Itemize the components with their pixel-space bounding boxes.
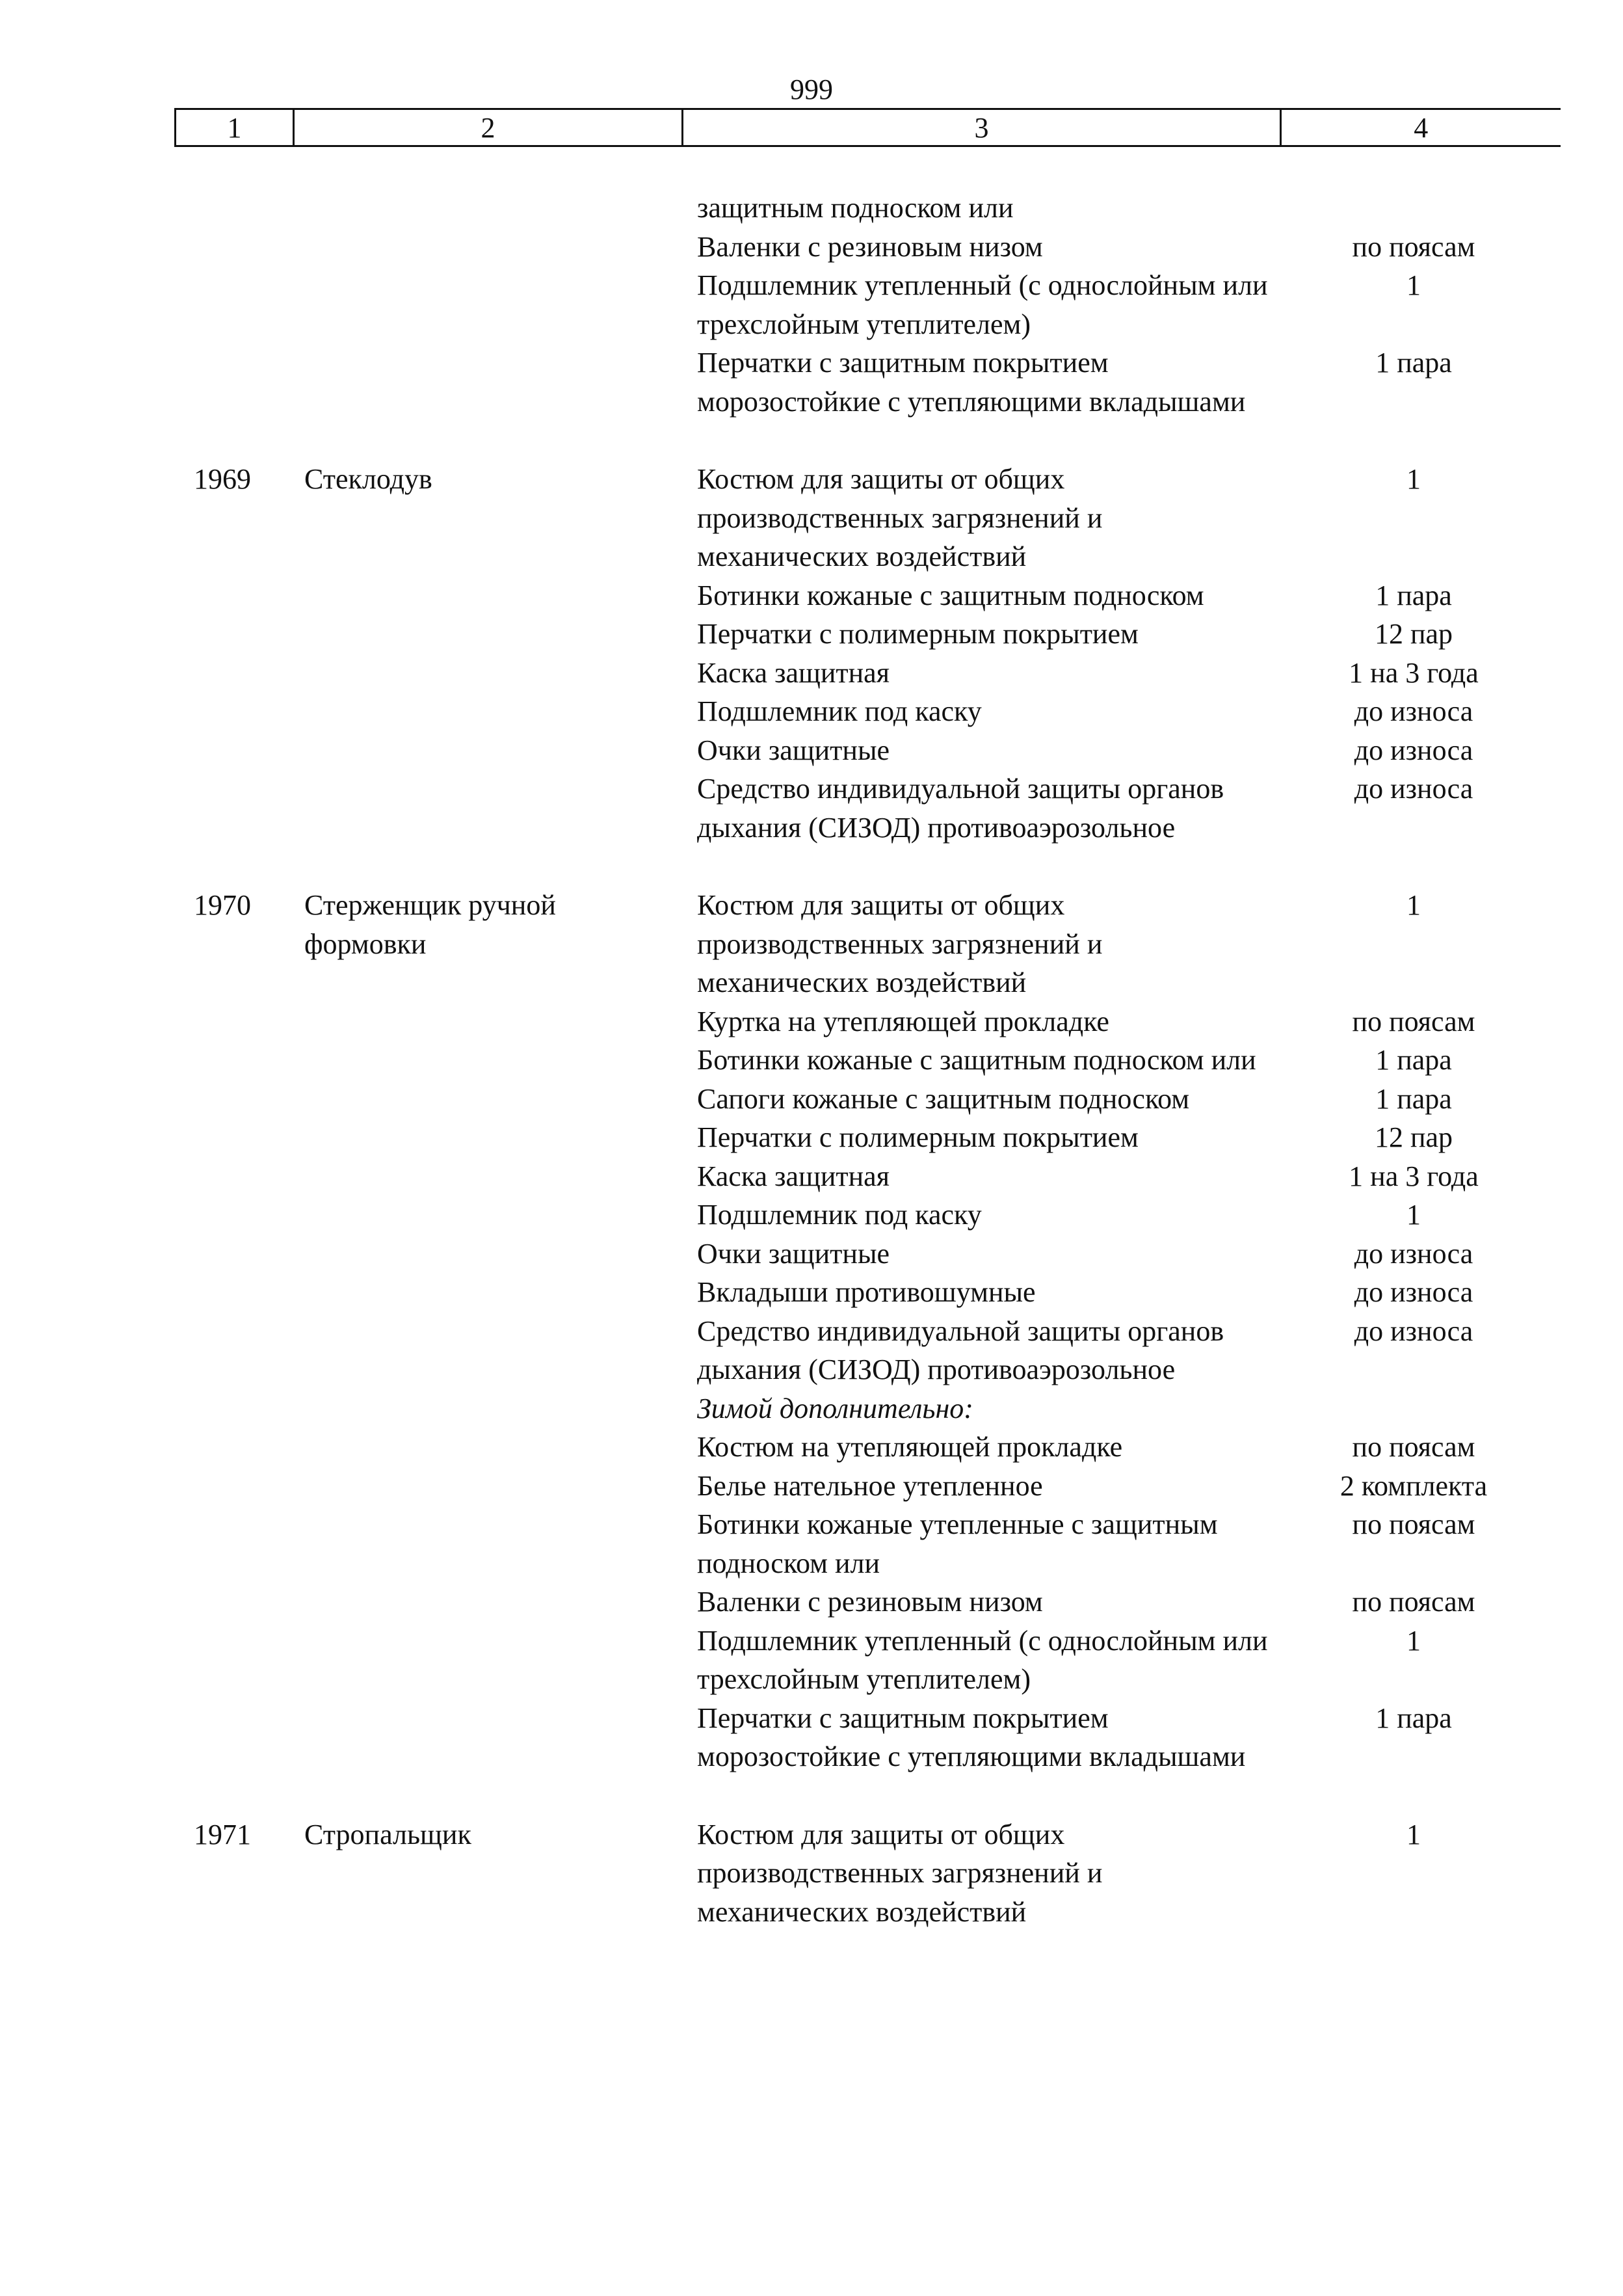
- ppe-item: Ботинки кожаные с защитным подноском: [697, 579, 1204, 611]
- ppe-item: Перчатки с защитным покрытием морозостойкие с утепляющими вкладышами: [697, 347, 1246, 418]
- column-header-3: 3: [683, 109, 1281, 146]
- row-number: [174, 1080, 293, 1119]
- ppe-item: Средство индивидуальной защиты органов дыхания (СИЗОД) противоаэрозольное: [697, 1315, 1224, 1385]
- table-row: [174, 1002, 1559, 1041]
- profession-name: [293, 1273, 683, 1312]
- profession-name: [293, 576, 683, 615]
- row-number: [174, 189, 293, 228]
- row-number: [174, 1622, 293, 1699]
- table-row: [174, 654, 1559, 693]
- winter-note: Зимой дополнительно:: [697, 1392, 973, 1424]
- table-row: [174, 460, 1559, 576]
- profession-name: [293, 692, 683, 731]
- table-row: [174, 1815, 1559, 1932]
- page-number: 999: [790, 73, 833, 105]
- row-number: [174, 1582, 293, 1622]
- table-row: [174, 1118, 1559, 1157]
- issue-norm: 1 пара: [1375, 1044, 1452, 1076]
- profession-name: [293, 1389, 683, 1428]
- table-row: [174, 769, 1559, 847]
- row-number: [174, 1699, 293, 1776]
- issue-norm: по поясам: [1352, 1508, 1475, 1540]
- profession-name: [293, 189, 683, 228]
- issue-norm: 1: [1406, 269, 1421, 301]
- ppe-item: Ботинки кожаные утепленные с защитным подноском или: [697, 1508, 1218, 1579]
- ppe-item: Валенки с резиновым низом: [697, 230, 1043, 263]
- row-number: [174, 1273, 293, 1312]
- row-number: [174, 1467, 293, 1506]
- group-spacer: [174, 421, 1559, 460]
- row-number: [174, 1428, 293, 1467]
- issue-norm: 1 пара: [1375, 579, 1452, 611]
- issue-norm: до износа: [1354, 1315, 1473, 1347]
- issue-norm: 1 на 3 года: [1349, 1160, 1479, 1192]
- issue-norm: 1: [1406, 1199, 1421, 1231]
- profession-name: [293, 731, 683, 770]
- ppe-item: Перчатки с защитным покрытием морозостойкие с утепляющими вкладышами: [697, 1702, 1246, 1772]
- issue-norm: 1: [1406, 889, 1421, 921]
- row-number: [174, 1041, 293, 1080]
- table-row: [174, 1041, 1559, 1080]
- ppe-item: Подшлемник утепленный (с однослойным или трехслойным утеплителем): [697, 1624, 1268, 1695]
- issue-norm: 12 пар: [1374, 618, 1453, 650]
- ppe-item: Подшлемник под каску: [697, 1199, 982, 1231]
- table-row: [174, 343, 1559, 421]
- profession-name: [293, 1080, 683, 1119]
- table-row: [174, 1582, 1559, 1622]
- table-row: [174, 576, 1559, 615]
- table-row: [174, 886, 1559, 1002]
- profession-name: Стропальщик: [304, 1818, 471, 1850]
- profession-name: Стерженщик ручной формовки: [304, 889, 556, 960]
- row-number: [174, 1195, 293, 1235]
- table-row: [174, 1273, 1559, 1312]
- issue-norm: по поясам: [1352, 1005, 1475, 1037]
- row-number: [174, 731, 293, 770]
- issue-norm: 1 пара: [1375, 1702, 1452, 1734]
- row-number: [174, 1235, 293, 1274]
- issue-norm: 2 комплекта: [1339, 1469, 1488, 1502]
- table-row: [174, 1389, 1559, 1428]
- ppe-item: Подшлемник под каску: [697, 695, 982, 727]
- row-number: [174, 615, 293, 654]
- row-number: [174, 228, 293, 267]
- table-row: [174, 266, 1559, 343]
- issue-norm: до износа: [1354, 695, 1473, 727]
- ppe-item: Ботинки кожаные с защитным подноском или: [697, 1044, 1256, 1076]
- table-row: [174, 228, 1559, 267]
- table-row: [174, 1157, 1559, 1196]
- issue-norm: [1268, 189, 1559, 228]
- profession-name: [293, 1235, 683, 1274]
- issue-norm: 12 пар: [1374, 1121, 1453, 1153]
- row-number: [174, 692, 293, 731]
- table-row: [174, 1622, 1559, 1699]
- group-spacer: [174, 847, 1559, 886]
- row-number: [174, 1157, 293, 1196]
- profession-name: [293, 1118, 683, 1157]
- ppe-item: Костюм для защиты от общих производственных загрязнений и механических воздействий: [697, 1818, 1103, 1928]
- ppe-norms-table: [174, 189, 1559, 1931]
- table-row: [174, 1428, 1559, 1467]
- row-number: [174, 769, 293, 847]
- profession-name: [293, 1467, 683, 1506]
- issue-norm: до износа: [1354, 1276, 1473, 1308]
- row-number: 1969: [194, 463, 251, 495]
- profession-name: [293, 1428, 683, 1467]
- issue-norm: [1268, 1389, 1559, 1428]
- issue-norm: 1: [1406, 1624, 1421, 1657]
- row-number: [174, 576, 293, 615]
- table-row: [174, 692, 1559, 731]
- row-number: [174, 654, 293, 693]
- group-spacer: [174, 1776, 1559, 1815]
- profession-name: [293, 228, 683, 267]
- profession-name: [293, 1157, 683, 1196]
- ppe-item: Перчатки с полимерным покрытием: [697, 618, 1139, 650]
- column-header-2: 2: [294, 109, 683, 146]
- row-number: [174, 343, 293, 421]
- profession-name: [293, 1312, 683, 1389]
- profession-name: [293, 769, 683, 847]
- ppe-item: Подшлемник утепленный (с однослойным или трехслойным утеплителем): [697, 269, 1268, 340]
- row-number: 1971: [194, 1818, 251, 1850]
- issue-norm: 1: [1406, 463, 1421, 495]
- table-row: [174, 1312, 1559, 1389]
- ppe-item: Перчатки с полимерным покрытием: [697, 1121, 1139, 1153]
- column-header-row: [174, 108, 1561, 147]
- ppe-item: Костюм для защиты от общих производственных загрязнений и механических воздействий: [697, 463, 1103, 572]
- profession-name: [293, 1622, 683, 1699]
- table-row: [174, 1235, 1559, 1274]
- table-row: [174, 1195, 1559, 1235]
- row-number: [174, 266, 293, 343]
- row-number: [174, 1312, 293, 1389]
- issue-norm: 1: [1406, 1818, 1421, 1850]
- issue-norm: 1 пара: [1375, 1082, 1452, 1115]
- table-row: [174, 1080, 1559, 1119]
- profession-name: [293, 1041, 683, 1080]
- ppe-item: Каска защитная: [697, 1160, 890, 1192]
- table-row: [174, 1505, 1559, 1582]
- ppe-item: Валенки с резиновым низом: [697, 1586, 1043, 1618]
- ppe-item: Белье нательное утепленное: [697, 1469, 1043, 1502]
- ppe-item: Вкладыши противошумные: [697, 1276, 1036, 1308]
- issue-norm: 1 на 3 года: [1349, 656, 1479, 689]
- profession-name: [293, 266, 683, 343]
- ppe-item: Куртка на утепляющей прокладке: [697, 1005, 1109, 1037]
- row-number: [174, 1118, 293, 1157]
- issue-norm: до износа: [1354, 773, 1473, 805]
- row-number: [174, 1505, 293, 1582]
- profession-name: [293, 343, 683, 421]
- profession-name: Стеклодув: [304, 463, 432, 495]
- issue-norm: по поясам: [1352, 1586, 1475, 1618]
- profession-name: [293, 615, 683, 654]
- table-row: [174, 1467, 1559, 1506]
- table-row: [174, 189, 1559, 228]
- row-number: 1970: [194, 889, 251, 921]
- row-number: [174, 1002, 293, 1041]
- ppe-item: Каска защитная: [697, 656, 890, 689]
- issue-norm: до износа: [1354, 1237, 1473, 1270]
- issue-norm: по поясам: [1352, 230, 1475, 263]
- issue-norm: до износа: [1354, 734, 1473, 766]
- profession-name: [293, 654, 683, 693]
- profession-name: [293, 1195, 683, 1235]
- issue-norm: по поясам: [1352, 1431, 1475, 1463]
- ppe-item: Костюм для защиты от общих производственных загрязнений и механических воздействий: [697, 889, 1103, 998]
- profession-name: [293, 1699, 683, 1776]
- ppe-item: Средство индивидуальной защиты органов дыхания (СИЗОД) противоаэрозольное: [697, 773, 1224, 844]
- table-row: [174, 731, 1559, 770]
- ppe-item: Сапоги кожаные с защитным подноском: [697, 1082, 1190, 1115]
- issue-norm: 1 пара: [1375, 347, 1452, 379]
- column-header-1: 1: [176, 109, 294, 146]
- table-row: [174, 615, 1559, 654]
- ppe-item: Очки защитные: [697, 1237, 890, 1270]
- ppe-item: Очки защитные: [697, 734, 890, 766]
- profession-name: [293, 1002, 683, 1041]
- ppe-item: защитным подноском или: [697, 192, 1014, 224]
- profession-name: [293, 1505, 683, 1582]
- table-row: [174, 1699, 1559, 1776]
- column-header-4: 4: [1281, 109, 1561, 146]
- ppe-item: Костюм на утепляющей прокладке: [697, 1431, 1123, 1463]
- profession-name: [293, 1582, 683, 1622]
- row-number: [174, 1389, 293, 1428]
